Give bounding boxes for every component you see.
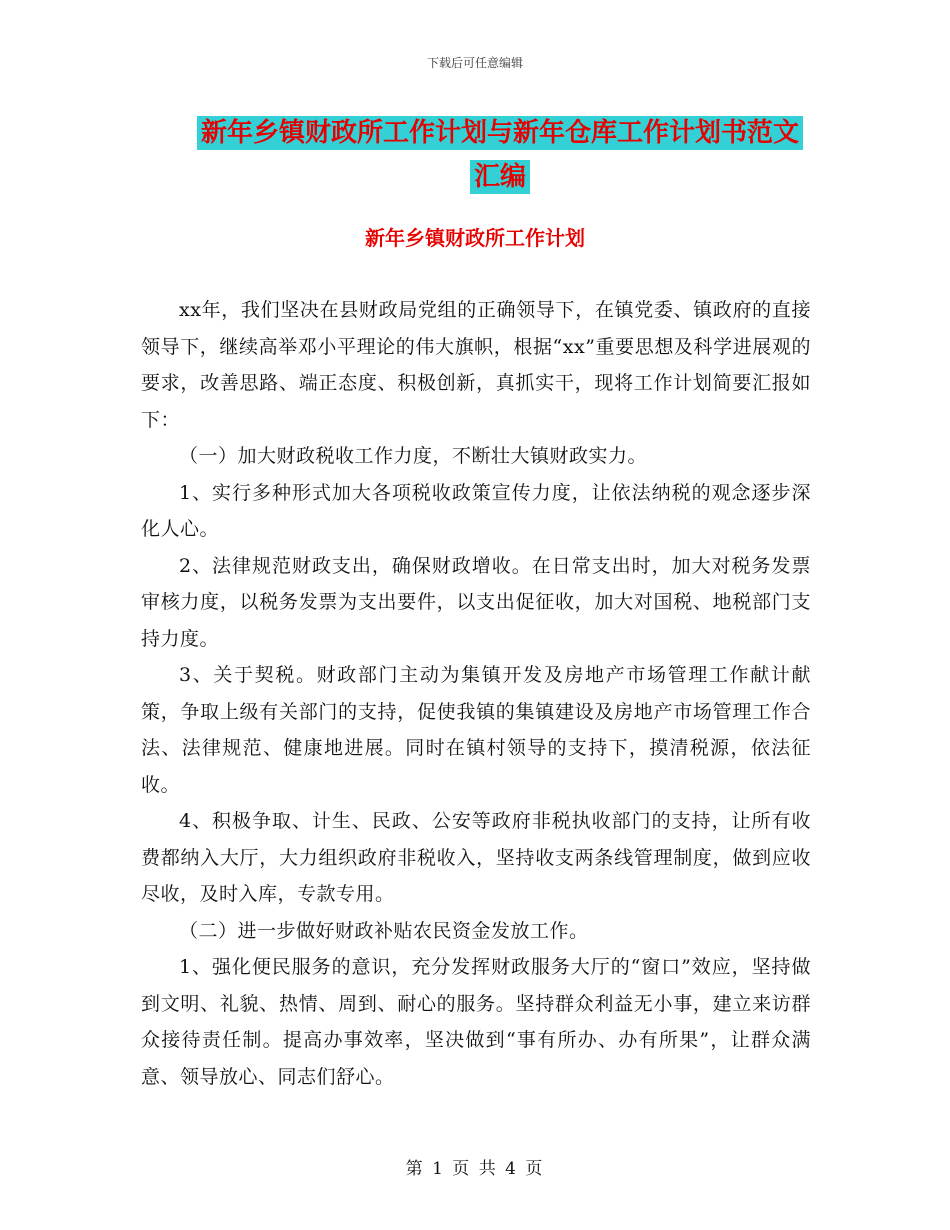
body-text <box>141 292 811 1095</box>
paragraph: xx年，我们坚决在县财政局党组的正确领导下，在镇党委、镇政府的直接领导下，继续高举邓小平理论的伟大旗帜，根据“xx”重要思想及科学进展观的要求，改善思路、端正态度、积极创新，真抓实干，现将工作计划简要汇报如下： <box>141 299 811 431</box>
paragraph: 1、实行多种形式加大各项税收政策宣传力度，让依法纳税的观念逐步深化人心。 <box>141 481 811 540</box>
document-title-line-1: 新年乡镇财政所工作计划与新年仓库工作计划书范文 <box>197 116 803 150</box>
page-number-footer: 第 1 页 共 4 页 <box>405 1159 545 1179</box>
document-title-line-2: 汇编 <box>470 160 530 194</box>
paragraph: 2、法律规范财政支出，确保财政增收。在日常支出时，加大对税务发票审核力度，以税务发票为支出要件，以支出促征收，加大对国税、地税部门支持力度。 <box>141 554 811 650</box>
paragraph: 4、积极争取、计生、民政、公安等政府非税执收部门的支持，让所有收费都纳入大厅，大力组织政府非税收入，坚持收支两条线管理制度，做到应收尽收，及时入库，专款专用。 <box>141 810 811 905</box>
paragraph: （一）加大财政税收工作力度，不断壮大镇财政实力。 <box>179 445 648 467</box>
paragraph: 3、关于契税。财政部门主动为集镇开发及房地产市场管理工作献计献策，争取上级有关部门的支持，促使我镇的集镇建设及房地产市场管理工作合法、法律规范、健康地进展。同时在镇村领导的支持下，摸清税源，依法征收。 <box>141 664 811 796</box>
paragraph: （二）进一步做好财政补贴农民资金发放工作。 <box>179 919 589 942</box>
paragraph: 1、强化便民服务的意识，充分发挥财政服务大厅的“窗口”效应，坚持做到文明、礼貌、热情、周到、耐心的服务。坚持群众利益无小事，建立来访群众接待责任制。提高办事效率，坚决做到“事有所办、办有所果”，让群众满意、领导放心、同志们舒心。 <box>141 956 811 1088</box>
document-title <box>150 111 850 199</box>
section-title: 新年乡镇财政所工作计划 <box>365 226 585 250</box>
header-note: 下载后可任意编辑 <box>426 56 523 70</box>
